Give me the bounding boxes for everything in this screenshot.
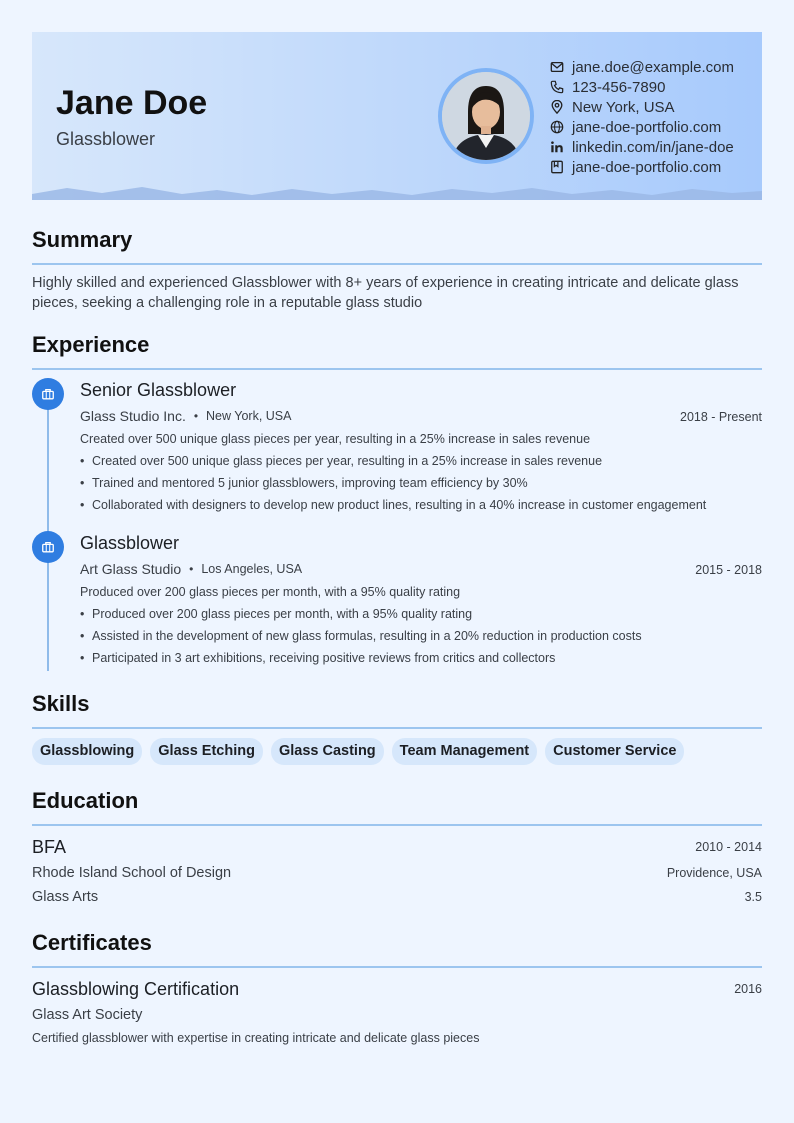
experience-heading: Experience xyxy=(32,332,150,357)
contact-phone[interactable] xyxy=(550,77,734,97)
resume-header xyxy=(32,32,762,200)
certificate-description: Certified glassblower with expertise in creating intricate and delicate glass pieces xyxy=(32,1031,480,1045)
contact-list xyxy=(550,57,734,177)
briefcase-icon xyxy=(41,540,55,554)
bookmark-icon xyxy=(550,160,564,174)
education-degree: BFA xyxy=(32,837,67,857)
job-company: Glass Studio Inc. xyxy=(80,408,186,424)
list-item: • Participated in 3 art exhibitions, receiving positive reviews from critics and collectors xyxy=(80,651,556,665)
education-location: Providence, USA xyxy=(666,866,762,880)
job-location: New York, USA xyxy=(206,409,292,423)
skills-list xyxy=(32,738,684,765)
section-divider xyxy=(32,824,762,826)
globe-icon xyxy=(550,120,564,134)
candidate-name: Jane Doe xyxy=(56,84,208,122)
job-location: Los Angeles, USA xyxy=(201,562,303,576)
education-dates: 2010 - 2014 xyxy=(695,840,762,854)
list-item: • Trained and mentored 5 junior glassblowers, improving team efficiency by 30% xyxy=(80,476,528,490)
briefcase-icon xyxy=(41,387,55,401)
contact-text: jane-doe-portfolio.com xyxy=(572,158,722,176)
job-dates: 2015 - 2018 xyxy=(695,563,762,577)
contact-text: New York, USA xyxy=(572,98,675,116)
summary-text: Highly skilled and experienced Glassblower with 8+ years of experience in creating intricate and delicate glass pieces, seeking a challenging role in a reputable glass studio xyxy=(32,275,739,311)
skills-heading: Skills xyxy=(32,691,90,716)
timeline-marker xyxy=(32,531,64,563)
education-heading: Education xyxy=(32,788,139,813)
job-company: Art Glass Studio xyxy=(80,561,182,577)
contact-linkedin[interactable] xyxy=(550,137,734,157)
profile-photo xyxy=(438,68,534,164)
skill-chip: Customer Service xyxy=(545,738,684,765)
section-divider xyxy=(32,727,762,729)
section-divider xyxy=(32,966,762,968)
skill-chip: Glass Casting xyxy=(271,738,384,765)
contact-email[interactable] xyxy=(550,57,734,77)
job-description: Created over 500 unique glass pieces per year, resulting in a 25% increase in sales revenue xyxy=(80,432,591,446)
contact-text: linkedin.com/in/jane-doe xyxy=(572,138,734,156)
education-field: Glass Arts xyxy=(32,889,99,905)
skill-chip: Glass Etching xyxy=(150,738,263,765)
mail-icon xyxy=(550,60,564,74)
certificate-name: Glassblowing Certification xyxy=(32,979,240,999)
section-divider xyxy=(32,263,762,265)
linkedin-icon xyxy=(550,140,564,154)
certificate-year: 2016 xyxy=(734,982,762,996)
list-item: • Collaborated with designers to develop new product lines, resulting in a 40% increase in customer engagement xyxy=(80,498,707,512)
location-pin-icon xyxy=(550,100,564,114)
job-role: Glassblower xyxy=(80,533,180,553)
contact-text: 123-456-7890 xyxy=(572,78,666,96)
summary-heading: Summary xyxy=(32,227,133,252)
job-description: Produced over 200 glass pieces per month, with a 95% quality rating xyxy=(80,585,461,599)
section-divider xyxy=(32,368,762,370)
certificates-heading: Certificates xyxy=(32,930,152,955)
separator-dot: • xyxy=(193,409,199,423)
contact-text: jane.doe@example.com xyxy=(572,58,734,76)
skill-chip: Glassblowing xyxy=(32,738,142,765)
phone-icon xyxy=(550,80,564,94)
job-meta xyxy=(80,561,302,577)
timeline-marker xyxy=(32,378,64,410)
job-meta xyxy=(80,408,292,424)
mountain-decoration xyxy=(32,184,762,200)
list-item: • Produced over 200 glass pieces per month, with a 95% quality rating xyxy=(80,607,473,621)
contact-location xyxy=(550,97,734,117)
certificate-issuer: Glass Art Society xyxy=(32,1007,143,1023)
separator-dot: • xyxy=(189,562,194,576)
contact-text: jane-doe-portfolio.com xyxy=(572,118,722,136)
job-role: Senior Glassblower xyxy=(80,380,237,400)
contact-website[interactable] xyxy=(550,117,734,137)
skill-chip: Team Management xyxy=(392,738,537,765)
education-school: Rhode Island School of Design xyxy=(32,865,232,881)
contact-portfolio[interactable] xyxy=(550,157,734,177)
job-dates: 2018 - Present xyxy=(680,410,762,424)
list-item: • Assisted in the development of new glass formulas, resulting in a 20% reduction in production costs xyxy=(80,629,642,643)
candidate-title: Glassblower xyxy=(56,129,156,149)
education-gpa: 3.5 xyxy=(744,890,762,904)
list-item: • Created over 500 unique glass pieces per year, resulting in a 25% increase in sales revenue xyxy=(80,454,603,468)
